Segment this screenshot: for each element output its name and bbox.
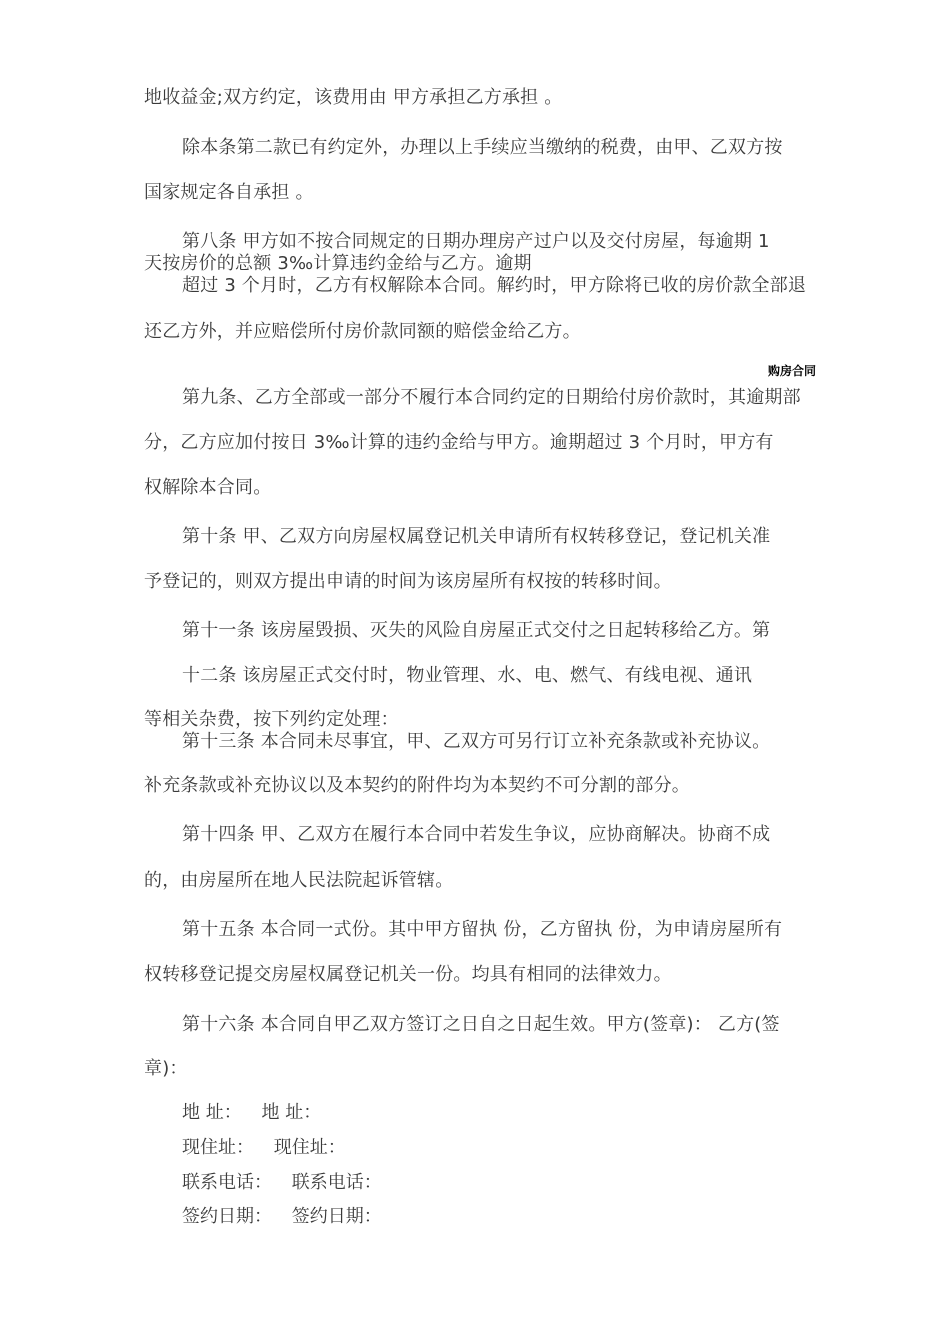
article-9-line: 第九条、乙方全部或一部分不履行本合同约定的日期给付房价款时，其逾期部 [182, 387, 801, 408]
article-9-line: 权解除本合同。 [144, 477, 272, 498]
party-b-phone-label: 联系电话： [291, 1172, 382, 1193]
party-a-date-label: 签约日期： [182, 1206, 272, 1227]
party-a-phone-label: 联系电话： [182, 1172, 272, 1193]
article-10-line: 第十条 甲、乙双方向房屋权属登记机关申请所有权转移登记，登记机关准 [182, 526, 771, 547]
body-line: 除本条第二款已有约定外，办理以上手续应当缴纳的税费，由甲、乙双方按 [182, 137, 783, 158]
party-b-address-label: 地 址： [261, 1102, 322, 1123]
article-8-line: 还乙方外，并应赔偿所付房价款同额的赔偿金给乙方。 [144, 321, 581, 342]
article-14-line: 的，由房屋所在地人民法院起诉管辖。 [144, 870, 454, 891]
article-15-line: 权转移登记提交房屋权属登记机关一份。均具有相同的法律效力。 [144, 964, 672, 985]
party-b-current-address-label: 现住址： [273, 1137, 346, 1158]
party-a-address-label: 地 址： [182, 1102, 242, 1123]
article-14-line: 第十四条 甲、乙双方在履行本合同中若发生争议，应协商解决。协商不成 [182, 824, 771, 845]
article-11-line: 第十一条 该房屋毁损、灭失的风险自房屋正式交付之日起转移给乙方。第 [182, 620, 771, 641]
body-line: 地收益金;双方约定，该费用由 甲方承担乙方承担 。 [144, 87, 563, 108]
article-12-line: 等相关杂费，按下列约定处理： [144, 709, 399, 730]
article-16-line: 章)： [144, 1058, 188, 1079]
body-line: 国家规定各自承担 。 [144, 182, 314, 203]
signature-row-phone [182, 1172, 382, 1194]
article-16-line: 第十六条 本合同自甲乙双方签订之日自之日起生效。甲方(签章)： 乙方(签 [182, 1014, 780, 1035]
article-15-line: 第十五条 本合同一式份。其中甲方留执 份，乙方留执 份，为申请房屋所有 [182, 919, 783, 940]
party-a-current-address-label: 现住址： [182, 1137, 254, 1158]
party-b-date-label: 签约日期： [291, 1206, 382, 1227]
article-8-line: 天按房价的总额 3‰计算违约金给与乙方。逾期 [144, 253, 532, 274]
article-8-line: 超过 3 个月时，乙方有权解除本合同。解约时，甲方除将已收的房价款全部退 [182, 275, 807, 296]
article-13-line: 第十三条 本合同未尽事宜，甲、乙双方可另行订立补充条款或补充协议。 [182, 731, 771, 752]
signature-row-date [182, 1206, 382, 1228]
article-8-line: 第八条 甲方如不按合同规定的日期办理房产过户以及交付房屋，每逾期 1 [182, 231, 770, 252]
article-10-line: 予登记的，则双方提出申请的时间为该房屋所有权按的转移时间。 [144, 571, 672, 592]
article-13-line: 补充条款或补充协议以及本契约的附件均为本契约不可分割的部分。 [144, 775, 690, 796]
signature-row-address [182, 1102, 321, 1124]
article-12-line: 十二条 该房屋正式交付时，物业管理、水、电、燃气、有线电视、通讯 [182, 665, 753, 686]
article-9-line: 分，乙方应加付按日 3‰计算的违约金给与甲方。逾期超过 3 个月时，甲方有 [144, 432, 774, 453]
running-header: 购房合同 [767, 364, 816, 378]
signature-row-current-address [182, 1137, 346, 1159]
